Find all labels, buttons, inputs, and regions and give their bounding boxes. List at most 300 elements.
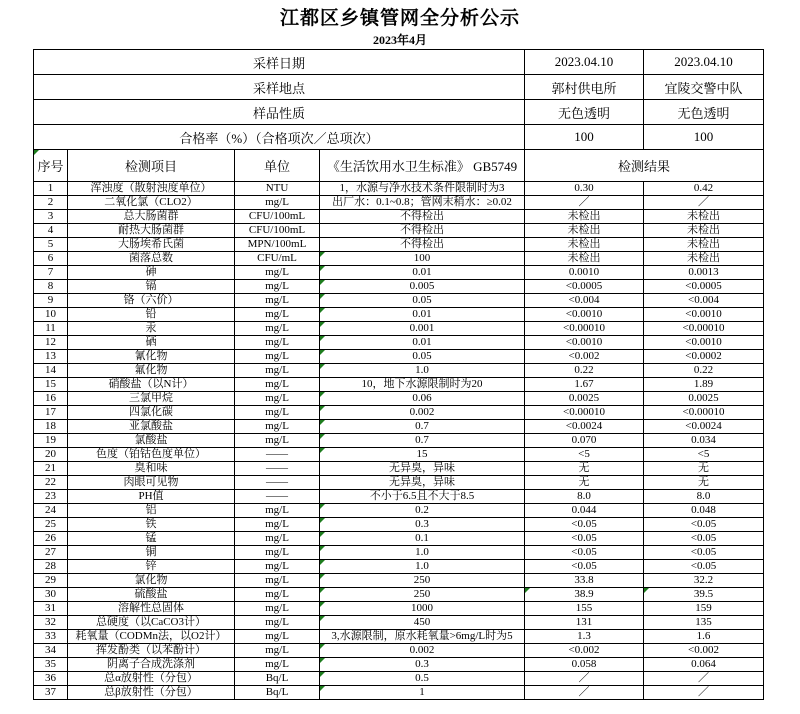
flag-triangle-icon <box>320 280 325 285</box>
result-1: 0.044 <box>525 504 644 518</box>
item-standard: 3,水源限制，原水耗氧量>6mg/L时为5 <box>320 630 525 644</box>
table-row <box>34 182 764 196</box>
row-number: 23 <box>34 490 68 504</box>
result-2: 39.5 <box>644 588 764 602</box>
flag-triangle-icon <box>320 672 325 677</box>
row-number: 1 <box>34 182 68 196</box>
item-standard: 0.7 <box>320 420 525 434</box>
flag-triangle-icon <box>320 392 325 397</box>
item-name: 浑浊度（散射浊度单位） <box>68 182 235 196</box>
item-unit: Bq/L <box>235 686 320 700</box>
flag-triangle-icon <box>320 644 325 649</box>
item-name: 耗氧量（CODMn法，以O2计） <box>68 630 235 644</box>
info-label: 合格率（%）（合格项次／总项次） <box>34 125 525 150</box>
row-number: 22 <box>34 476 68 490</box>
info-row-pass-rate <box>34 125 764 150</box>
item-standard: 0.001 <box>320 322 525 336</box>
result-2: 32.2 <box>644 574 764 588</box>
result-2: <0.0010 <box>644 308 764 322</box>
info-value-1: 郭村供电所 <box>525 75 644 100</box>
item-name: 铁 <box>68 518 235 532</box>
table-row <box>34 364 764 378</box>
item-name: 铬（六价） <box>68 294 235 308</box>
flag-triangle-icon <box>320 448 325 453</box>
flag-triangle-icon <box>320 266 325 271</box>
item-name: 总β放射性（分包） <box>68 686 235 700</box>
item-standard: 1000 <box>320 602 525 616</box>
item-unit: mg/L <box>235 532 320 546</box>
flag-triangle-icon <box>320 406 325 411</box>
item-unit: CFU/100mL <box>235 224 320 238</box>
page-subtitle: 2023年4月 <box>372 33 427 47</box>
item-standard: 不得检出 <box>320 210 525 224</box>
item-name: 铅 <box>68 308 235 322</box>
item-unit: mg/L <box>235 546 320 560</box>
item-name: 溶解性总固体 <box>68 602 235 616</box>
item-standard: 0.3 <box>320 518 525 532</box>
result-1: 1.67 <box>525 378 644 392</box>
item-standard: 450 <box>320 616 525 630</box>
item-unit: CFU/mL <box>235 252 320 266</box>
row-number: 37 <box>34 686 68 700</box>
item-standard: 0.05 <box>320 294 525 308</box>
row-number: 25 <box>34 518 68 532</box>
result-1: 0.0010 <box>525 266 644 280</box>
item-standard: 0.06 <box>320 392 525 406</box>
item-name: 氟化物 <box>68 364 235 378</box>
item-unit: mg/L <box>235 308 320 322</box>
column-header-result: 检测结果 <box>525 150 764 182</box>
result-1: 33.8 <box>525 574 644 588</box>
row-number: 24 <box>34 504 68 518</box>
item-unit: mg/L <box>235 616 320 630</box>
item-unit: NTU <box>235 182 320 196</box>
item-unit: mg/L <box>235 588 320 602</box>
item-standard: 不小于6.5且不大于8.5 <box>320 490 525 504</box>
info-value-1: 100 <box>525 125 644 150</box>
item-name: 挥发酚类（以苯酚计） <box>68 644 235 658</box>
result-2: 135 <box>644 616 764 630</box>
item-standard: 0.01 <box>320 266 525 280</box>
info-label: 采样地点 <box>34 75 525 100</box>
item-name: 铝 <box>68 504 235 518</box>
item-unit: mg/L <box>235 420 320 434</box>
result-2: ／ <box>644 672 764 686</box>
table-row <box>34 350 764 364</box>
item-standard: 15 <box>320 448 525 462</box>
item-standard: 1.0 <box>320 364 525 378</box>
result-1: <0.002 <box>525 350 644 364</box>
info-row-sampling-location <box>34 75 764 100</box>
result-1: <5 <box>525 448 644 462</box>
item-name: 总α放射性（分包） <box>68 672 235 686</box>
table-row <box>34 238 764 252</box>
result-1: 未检出 <box>525 238 644 252</box>
table-row <box>34 504 764 518</box>
item-standard: 0.05 <box>320 350 525 364</box>
info-value-1: 2023.04.10 <box>525 50 644 75</box>
result-1: 1.3 <box>525 630 644 644</box>
flag-triangle-icon <box>320 420 325 425</box>
result-2: 未检出 <box>644 224 764 238</box>
flag-triangle-icon <box>320 350 325 355</box>
table-row <box>34 588 764 602</box>
item-standard: 1.0 <box>320 560 525 574</box>
item-standard: 不得检出 <box>320 224 525 238</box>
item-standard: 10，地下水源限制时为20 <box>320 378 525 392</box>
item-name: 大肠埃希氏菌 <box>68 238 235 252</box>
item-standard: 0.002 <box>320 644 525 658</box>
item-unit: mg/L <box>235 280 320 294</box>
result-1: 未检出 <box>525 224 644 238</box>
result-2: 未检出 <box>644 238 764 252</box>
item-unit: —— <box>235 490 320 504</box>
item-name: 二氧化氯（CLO2） <box>68 196 235 210</box>
item-unit: mg/L <box>235 196 320 210</box>
table-row <box>34 420 764 434</box>
item-name: 铜 <box>68 546 235 560</box>
row-number: 9 <box>34 294 68 308</box>
info-label: 采样日期 <box>34 50 525 75</box>
result-2: <0.05 <box>644 532 764 546</box>
item-standard: 1.0 <box>320 546 525 560</box>
result-2: 无 <box>644 476 764 490</box>
row-number: 11 <box>34 322 68 336</box>
item-standard: 0.2 <box>320 504 525 518</box>
item-standard: 0.01 <box>320 336 525 350</box>
table-row <box>34 210 764 224</box>
result-1: ／ <box>525 196 644 210</box>
result-1: 155 <box>525 602 644 616</box>
item-standard: 0.005 <box>320 280 525 294</box>
table-row <box>34 336 764 350</box>
flag-triangle-icon <box>320 574 325 579</box>
row-number: 7 <box>34 266 68 280</box>
item-standard: 0.3 <box>320 658 525 672</box>
column-header-row <box>34 150 764 182</box>
result-2: <0.05 <box>644 518 764 532</box>
row-number: 21 <box>34 462 68 476</box>
result-2: <0.0024 <box>644 420 764 434</box>
item-name: 氯化物 <box>68 574 235 588</box>
flag-triangle-icon <box>320 518 325 523</box>
row-number: 16 <box>34 392 68 406</box>
flag-triangle-icon <box>320 686 325 691</box>
item-standard: 0.5 <box>320 672 525 686</box>
result-2: ／ <box>644 686 764 700</box>
table-row <box>34 546 764 560</box>
item-name: 总硬度（以CaCO3计） <box>68 616 235 630</box>
table-row <box>34 672 764 686</box>
column-header-item: 检测项目 <box>68 150 235 182</box>
result-1: 0.22 <box>525 364 644 378</box>
result-1: 0.0025 <box>525 392 644 406</box>
result-2: 0.048 <box>644 504 764 518</box>
result-2: 1.89 <box>644 378 764 392</box>
table-row <box>34 448 764 462</box>
item-unit: mg/L <box>235 294 320 308</box>
item-unit: mg/L <box>235 434 320 448</box>
row-number: 13 <box>34 350 68 364</box>
flag-triangle-icon <box>525 588 530 593</box>
result-2: <0.002 <box>644 644 764 658</box>
row-number: 33 <box>34 630 68 644</box>
table-row <box>34 224 764 238</box>
table-row <box>34 686 764 700</box>
row-number: 2 <box>34 196 68 210</box>
table-row <box>34 308 764 322</box>
item-unit: mg/L <box>235 602 320 616</box>
item-name: 臭和味 <box>68 462 235 476</box>
result-1: <0.004 <box>525 294 644 308</box>
item-name: 镉 <box>68 280 235 294</box>
row-number: 10 <box>34 308 68 322</box>
table-row <box>34 406 764 420</box>
flag-triangle-icon <box>644 588 649 593</box>
row-number: 31 <box>34 602 68 616</box>
row-number: 19 <box>34 434 68 448</box>
item-standard: 无异臭，异味 <box>320 476 525 490</box>
flag-triangle-icon <box>320 308 325 313</box>
item-unit: mg/L <box>235 336 320 350</box>
table-row <box>34 630 764 644</box>
table-row <box>34 560 764 574</box>
item-unit: mg/L <box>235 322 320 336</box>
item-standard: 0.002 <box>320 406 525 420</box>
result-2: 0.064 <box>644 658 764 672</box>
row-number: 36 <box>34 672 68 686</box>
result-2: 0.034 <box>644 434 764 448</box>
item-standard: 0.7 <box>320 434 525 448</box>
flag-triangle-icon <box>320 546 325 551</box>
flag-triangle-icon <box>320 616 325 621</box>
item-standard: 250 <box>320 574 525 588</box>
result-2: <0.0010 <box>644 336 764 350</box>
item-unit: mg/L <box>235 630 320 644</box>
result-1: ／ <box>525 686 644 700</box>
info-value-2: 2023.04.10 <box>644 50 764 75</box>
item-name: 汞 <box>68 322 235 336</box>
row-number: 32 <box>34 616 68 630</box>
item-standard: 0.01 <box>320 308 525 322</box>
result-2: 未检出 <box>644 252 764 266</box>
row-number: 30 <box>34 588 68 602</box>
result-1: ／ <box>525 672 644 686</box>
table-row <box>34 322 764 336</box>
result-2: 8.0 <box>644 490 764 504</box>
flag-triangle-icon <box>320 294 325 299</box>
row-number: 14 <box>34 364 68 378</box>
item-standard: 100 <box>320 252 525 266</box>
row-number: 27 <box>34 546 68 560</box>
result-2: <0.05 <box>644 560 764 574</box>
result-1: <0.0005 <box>525 280 644 294</box>
item-unit: MPN/100mL <box>235 238 320 252</box>
result-2: <0.0005 <box>644 280 764 294</box>
result-1: <0.05 <box>525 532 644 546</box>
result-1: 无 <box>525 476 644 490</box>
item-unit: mg/L <box>235 518 320 532</box>
table-row <box>34 602 764 616</box>
result-2: 0.0013 <box>644 266 764 280</box>
table-row <box>34 378 764 392</box>
row-number: 35 <box>34 658 68 672</box>
flag-triangle-icon <box>320 252 325 257</box>
page-title: 江都区乡镇管网全分析公示 <box>279 8 520 29</box>
table-row <box>34 490 764 504</box>
item-unit: mg/L <box>235 504 320 518</box>
result-1: <0.00010 <box>525 406 644 420</box>
result-2: 未检出 <box>644 210 764 224</box>
result-1: <0.05 <box>525 546 644 560</box>
info-value-2: 宜陵交警中队 <box>644 75 764 100</box>
table-row <box>34 644 764 658</box>
result-1: 8.0 <box>525 490 644 504</box>
item-unit: mg/L <box>235 560 320 574</box>
row-number: 28 <box>34 560 68 574</box>
item-unit: mg/L <box>235 266 320 280</box>
item-name: 硒 <box>68 336 235 350</box>
row-number: 12 <box>34 336 68 350</box>
flag-triangle-icon <box>320 532 325 537</box>
table-row <box>34 392 764 406</box>
flag-triangle-icon <box>320 588 325 593</box>
result-1: 0.058 <box>525 658 644 672</box>
row-number: 3 <box>34 210 68 224</box>
table-row <box>34 658 764 672</box>
item-name: 氯酸盐 <box>68 434 235 448</box>
flag-triangle-icon <box>320 658 325 663</box>
info-value-2: 100 <box>644 125 764 150</box>
column-header-no: 序号 <box>34 150 68 182</box>
item-name: 四氯化碳 <box>68 406 235 420</box>
item-name: 耐热大肠菌群 <box>68 224 235 238</box>
item-unit: mg/L <box>235 658 320 672</box>
result-2: 0.0025 <box>644 392 764 406</box>
result-1: 未检出 <box>525 210 644 224</box>
result-2: ／ <box>644 196 764 210</box>
flag-triangle-icon <box>320 322 325 327</box>
item-name: PH值 <box>68 490 235 504</box>
table-row <box>34 532 764 546</box>
item-standard: 0.1 <box>320 532 525 546</box>
item-standard: 1，水源与净水技术条件限制时为3 <box>320 182 525 196</box>
info-row-sampling-date <box>34 50 764 75</box>
item-name: 阴离子合成洗涤剂 <box>68 658 235 672</box>
table-row <box>34 462 764 476</box>
row-number: 6 <box>34 252 68 266</box>
item-name: 硝酸盐（以N计） <box>68 378 235 392</box>
table-row <box>34 518 764 532</box>
table-row <box>34 476 764 490</box>
item-unit: CFU/100mL <box>235 210 320 224</box>
item-name: 硫酸盐 <box>68 588 235 602</box>
result-1: 131 <box>525 616 644 630</box>
result-2: 1.6 <box>644 630 764 644</box>
table-row <box>34 294 764 308</box>
item-unit: mg/L <box>235 364 320 378</box>
row-number: 5 <box>34 238 68 252</box>
flag-triangle-icon <box>320 560 325 565</box>
item-name: 氰化物 <box>68 350 235 364</box>
table-row <box>34 434 764 448</box>
result-1: <0.002 <box>525 644 644 658</box>
item-unit: mg/L <box>235 378 320 392</box>
info-label: 样品性质 <box>34 100 525 125</box>
item-name: 总大肠菌群 <box>68 210 235 224</box>
item-unit: mg/L <box>235 392 320 406</box>
item-unit: mg/L <box>235 644 320 658</box>
row-number: 15 <box>34 378 68 392</box>
row-number: 26 <box>34 532 68 546</box>
result-2: <5 <box>644 448 764 462</box>
analysis-table <box>33 49 764 700</box>
row-number: 18 <box>34 420 68 434</box>
result-1: <0.0010 <box>525 308 644 322</box>
row-number: 34 <box>34 644 68 658</box>
result-1: <0.0010 <box>525 336 644 350</box>
flag-triangle-icon <box>320 434 325 439</box>
row-number: 8 <box>34 280 68 294</box>
result-1: 未检出 <box>525 252 644 266</box>
item-name: 锰 <box>68 532 235 546</box>
item-standard: 出厂水：0.1~0.8；管网末稍水：≥0.02 <box>320 196 525 210</box>
row-number: 29 <box>34 574 68 588</box>
info-row-sample-nature <box>34 100 764 125</box>
result-1: <0.05 <box>525 518 644 532</box>
table-row <box>34 196 764 210</box>
result-2: 无 <box>644 462 764 476</box>
result-2: 0.42 <box>644 182 764 196</box>
result-1: 0.070 <box>525 434 644 448</box>
item-unit: —— <box>235 476 320 490</box>
table-row <box>34 574 764 588</box>
result-2: 159 <box>644 602 764 616</box>
result-1: 0.30 <box>525 182 644 196</box>
item-standard: 不得检出 <box>320 238 525 252</box>
item-name: 色度（铂钴色度单位） <box>68 448 235 462</box>
column-header-standard: 《生活饮用水卫生标准》 GB5749 <box>320 150 525 182</box>
info-value-2: 无色透明 <box>644 100 764 125</box>
flag-triangle-icon <box>320 602 325 607</box>
result-2: 0.22 <box>644 364 764 378</box>
row-number: 20 <box>34 448 68 462</box>
item-unit: mg/L <box>235 406 320 420</box>
flag-triangle-icon <box>34 150 39 155</box>
flag-triangle-icon <box>320 504 325 509</box>
flag-triangle-icon <box>320 336 325 341</box>
result-1: 38.9 <box>525 588 644 602</box>
result-2: <0.00010 <box>644 322 764 336</box>
table-row <box>34 252 764 266</box>
result-2: <0.00010 <box>644 406 764 420</box>
flag-triangle-icon <box>320 364 325 369</box>
row-number: 17 <box>34 406 68 420</box>
result-2: <0.05 <box>644 546 764 560</box>
item-standard: 1 <box>320 686 525 700</box>
result-1: 无 <box>525 462 644 476</box>
table-row <box>34 280 764 294</box>
item-name: 菌落总数 <box>68 252 235 266</box>
data-section <box>34 182 764 700</box>
item-name: 亚氯酸盐 <box>68 420 235 434</box>
row-number: 4 <box>34 224 68 238</box>
result-2: <0.004 <box>644 294 764 308</box>
result-2: <0.0002 <box>644 350 764 364</box>
item-standard: 无异臭，异味 <box>320 462 525 476</box>
item-unit: —— <box>235 448 320 462</box>
info-section <box>34 50 764 182</box>
